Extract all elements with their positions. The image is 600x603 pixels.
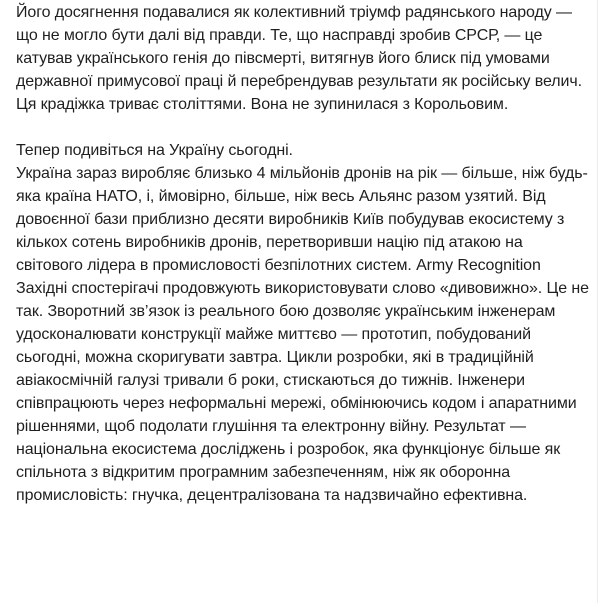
paragraph-ukraine-today: Тепер подивіться на Україну сьогодні. xyxy=(16,142,293,159)
paragraph-spacer xyxy=(16,116,590,139)
paragraph-korolev: Його досягнення подавалися як колективний тріумф радянського народу — що не могло бути далі від правди. Те, що насправді зробив СРСР, — це катував українського генія до півсмерті, витягнув його блиск під умовами державної примусової праці й перебрендував результати як російську велич. Ця крадіжка триває століттями. Вона не зупинилася з Корольовим. xyxy=(16,4,582,113)
article-body xyxy=(16,1,590,507)
page-edge-divider xyxy=(597,0,598,603)
paragraph-western-observers: Західні спостерігачі продовжують використовувати слово «дивовижно». Це не так. Зворотний зв’язок із реального бою дозволяє українським інженерам удосконалювати конструкції майже миттєво — прототип, побудований сьогодні, можна скоригувати завтра. Цикли розробки, які в традиційній авіакосмічній галузі тривали б роки, стискаються до тижнів. Інженери співпрацюють через неформальні мережі, обмінюючись кодом і апаратними рішеннями, щоб подолати глушіння та електронну війну. Результат — національна екосистема досліджень і розробок, яка функціонує більше як спільнота з відкритим програмним забезпеченням, ніж як оборонна промисловість: гнучка, децентралізована та надзвичайно ефективна. xyxy=(16,280,589,504)
citation-source: Army Recognition xyxy=(416,257,541,274)
paragraph-drone-production xyxy=(16,162,590,277)
drone-production-text: Україна зараз виробляє близько 4 мільйонів дронів на рік — більше, ніж будь-яка країна НАТО, і, ймовірно, більше, ніж весь Альянс разом узятий. Від довоєнної бази приблизно десяти виробників Київ побудував екосистему з кількох сотень виробників дронів, перетворивши націю під атакою на світового лідера в промисловості безпілотних систем. xyxy=(16,165,588,274)
